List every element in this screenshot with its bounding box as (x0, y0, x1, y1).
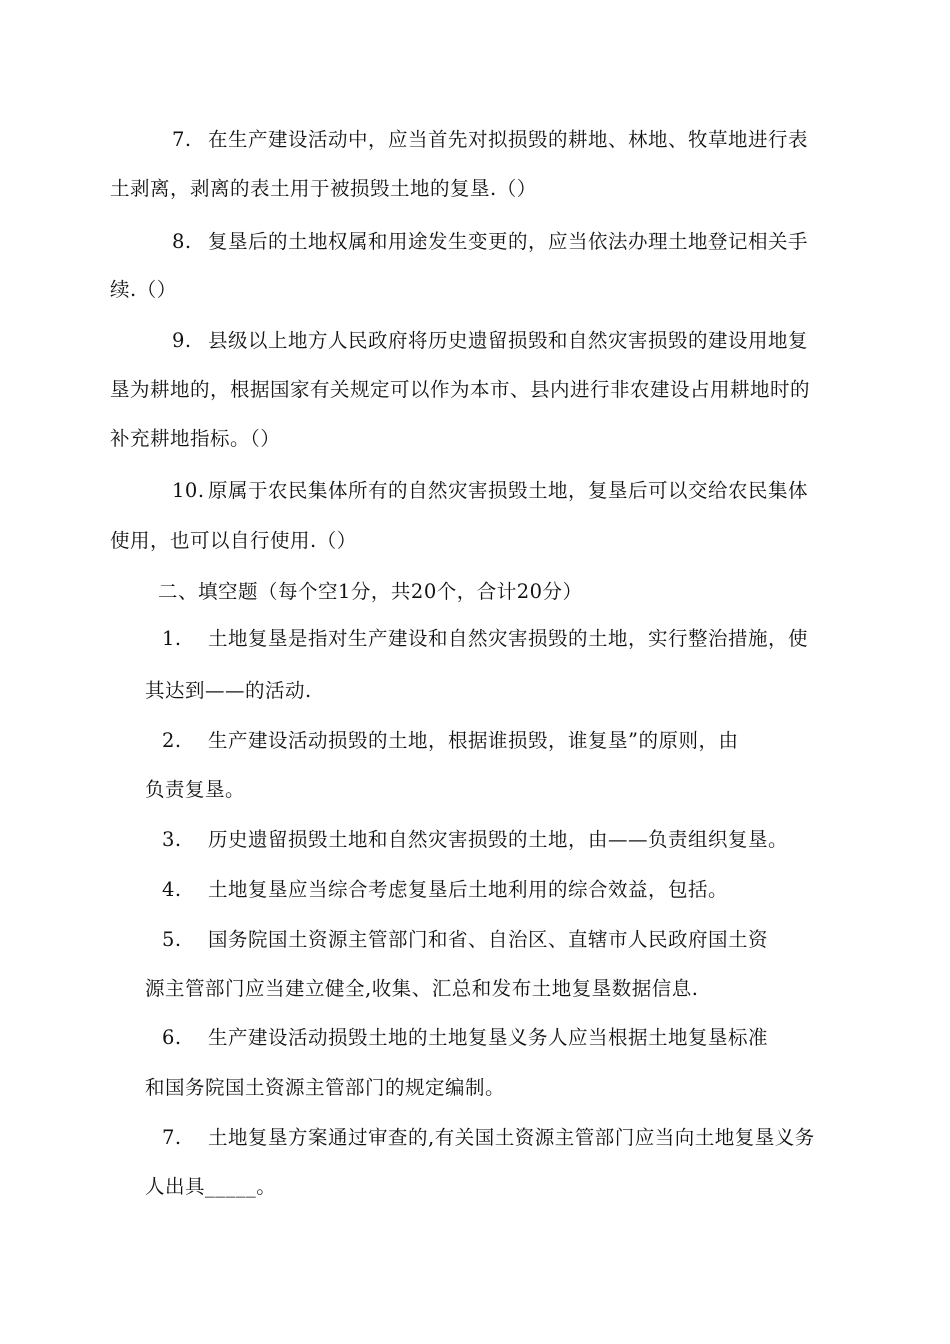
fill-item-5-text: 国务院国土资源主管部门和省、自治区、直辖市人民政府国土资 (208, 928, 769, 951)
fill-item-2-line2: 负责复垦。 (145, 778, 246, 801)
fill-item-1-line2: 其达到——的活动. (145, 679, 312, 702)
fill-item-5-number: 5. (162, 928, 182, 951)
fill-item-7-number: 7. (162, 1126, 182, 1149)
tf-item-8-number: 8. (172, 230, 192, 253)
fill-item-7-line1 (162, 1124, 815, 1152)
tf-item-8-line2: 续.（） (110, 278, 177, 301)
fill-item-3-line1 (162, 826, 788, 854)
tf-item-10-text: 原属于农民集体所有的自然灾害损毁土地，复垦后可以交给农民集体 (208, 479, 809, 502)
tf-item-9-line1 (172, 327, 808, 355)
fill-item-3-text: 历史遗留损毁土地和自然灾害损毁的土地，由——负责组织复垦。 (208, 828, 789, 851)
tf-item-7-line1 (172, 126, 808, 154)
tf-item-7-number: 7. (172, 128, 192, 151)
fill-item-2-number: 2. (162, 729, 182, 752)
tf-item-10-number: 10. (172, 479, 205, 502)
fill-item-1-text: 土地复垦是指对生产建设和自然灾害损毁的土地，实行整治措施，使 (208, 627, 809, 650)
tf-item-7-line2: 土剥离，剥离的表土用于被损毁土地的复垦.（） (110, 177, 537, 200)
fill-item-2-text: 生产建设活动损毁的土地，根据谁损毁，谁复垦”的原则，由 (208, 729, 739, 752)
tf-item-9-line3: 补充耕地指标。（） (110, 427, 281, 450)
fill-item-4-number: 4. (162, 878, 182, 901)
fill-item-3-number: 3. (162, 828, 182, 851)
fill-item-7-line2: 人出具_____。 (145, 1175, 277, 1198)
fill-item-1-line1 (162, 625, 808, 653)
fill-item-6-text: 生产建设活动损毁土地的土地复垦义务人应当根据土地复垦标准 (208, 1026, 769, 1049)
fill-item-2-line1 (162, 727, 738, 755)
fill-item-6-number: 6. (162, 1026, 182, 1049)
tf-item-8-line1 (172, 228, 808, 256)
fill-item-6-line1 (162, 1024, 768, 1052)
fill-item-5-line2: 源主管部门应当建立健全,收集、汇总和发布土地复垦数据信息. (145, 977, 699, 1000)
tf-item-9-number: 9. (172, 329, 192, 352)
tf-item-10-line2: 使用，也可以自行使用.（） (110, 529, 357, 552)
fill-item-7-text: 土地复垦方案通过审查的,有关国土资源主管部门应当向土地复垦义务 (208, 1126, 815, 1149)
tf-item-7-text: 在生产建设活动中，应当首先对拟损毁的耕地、林地、牧草地进行表 (208, 128, 809, 151)
tf-item-9-line2: 垦为耕地的，根据国家有关规定可以作为本市、县内进行非农建设占用耕地时的 (110, 378, 811, 401)
fill-section-heading: 二、填空题（每个空1分，共20个，合计20分） (158, 580, 583, 603)
fill-item-4-line1 (162, 876, 728, 904)
fill-item-5-line1 (162, 926, 768, 954)
fill-item-4-text: 土地复垦应当综合考虑复垦后土地利用的综合效益，包括。 (208, 878, 729, 901)
fill-item-1-number: 1. (162, 627, 182, 650)
tf-item-10-line1 (172, 477, 808, 505)
fill-item-6-line2: 和国务院国土资源主管部门的规定编制。 (145, 1076, 506, 1099)
tf-item-8-text: 复垦后的土地权属和用途发生变更的，应当依法办理土地登记相关手 (208, 230, 809, 253)
tf-item-9-text: 县级以上地方人民政府将历史遗留损毁和自然灾害损毁的建设用地复 (208, 329, 809, 352)
